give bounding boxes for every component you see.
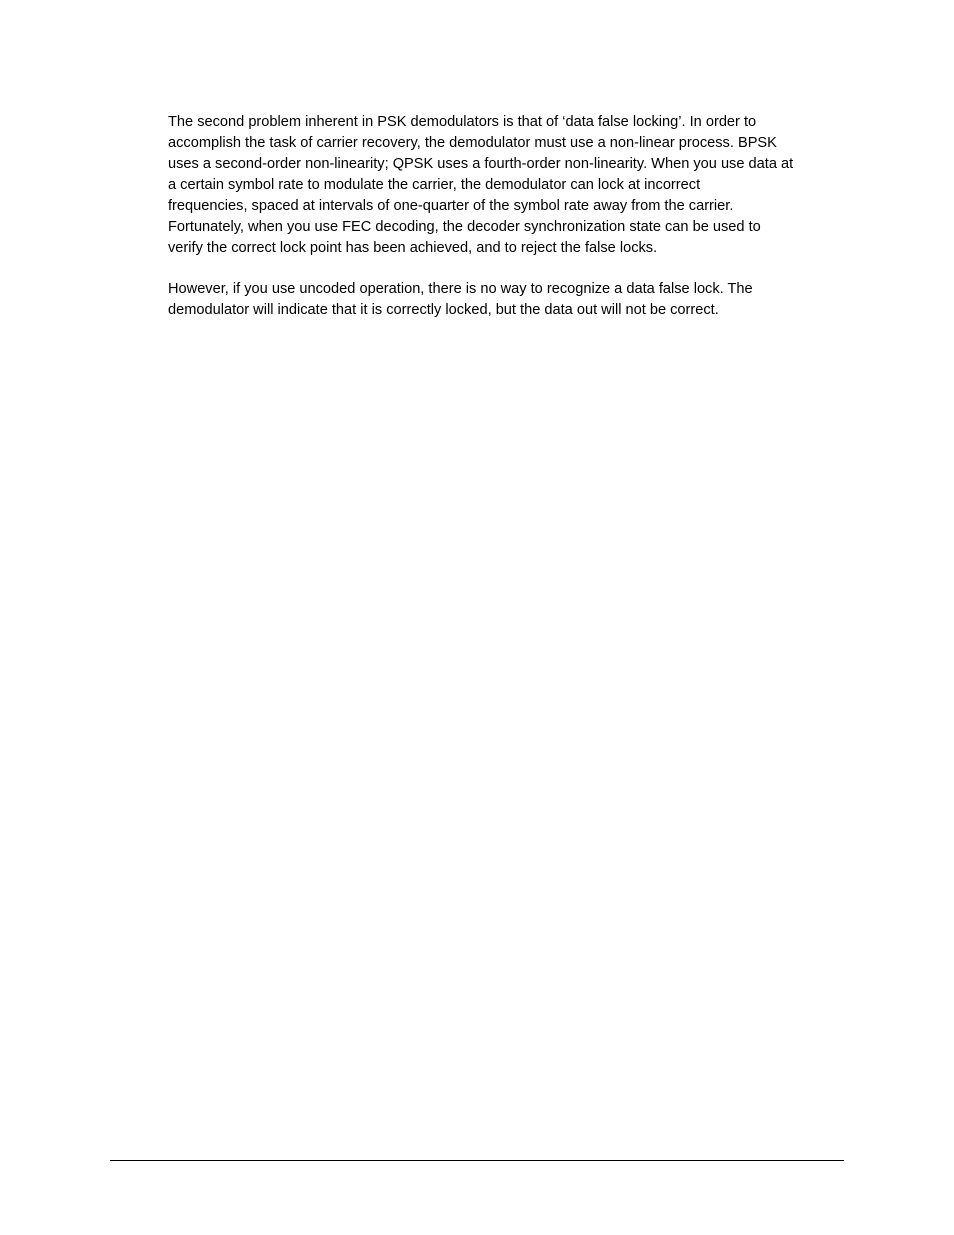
paragraph-uncoded-operation: [168, 279, 844, 321]
text-line: Fortunately, when you use FEC decoding, the decoder synchronization state can be used to: [168, 219, 761, 235]
text-line: demodulator will indicate that it is correctly locked, but the data out will not be correct.: [168, 302, 719, 318]
footer-divider: [110, 1160, 844, 1161]
text-line: verify the correct lock point has been achieved, and to reject the false locks.: [168, 240, 658, 256]
document-body: [168, 112, 844, 321]
text-line: accomplish the task of carrier recovery, the demodulator must use a non-linear process. BPSK: [168, 135, 777, 151]
text-line: However, if you use uncoded operation, there is no way to recognize a data false lock. The: [168, 281, 753, 297]
text-line: uses a second-order non-linearity; QPSK uses a fourth-order non-linearity. When you use data at: [168, 156, 794, 172]
paragraph-data-false-locking: [168, 112, 844, 259]
text-line: The second problem inherent in PSK demodulators is that of ‘data false locking’. In order to: [168, 114, 757, 130]
text-line: frequencies, spaced at intervals of one-quarter of the symbol rate away from the carrier.: [168, 198, 734, 214]
text-line: a certain symbol rate to modulate the carrier, the demodulator can lock at incorrect: [168, 177, 701, 193]
